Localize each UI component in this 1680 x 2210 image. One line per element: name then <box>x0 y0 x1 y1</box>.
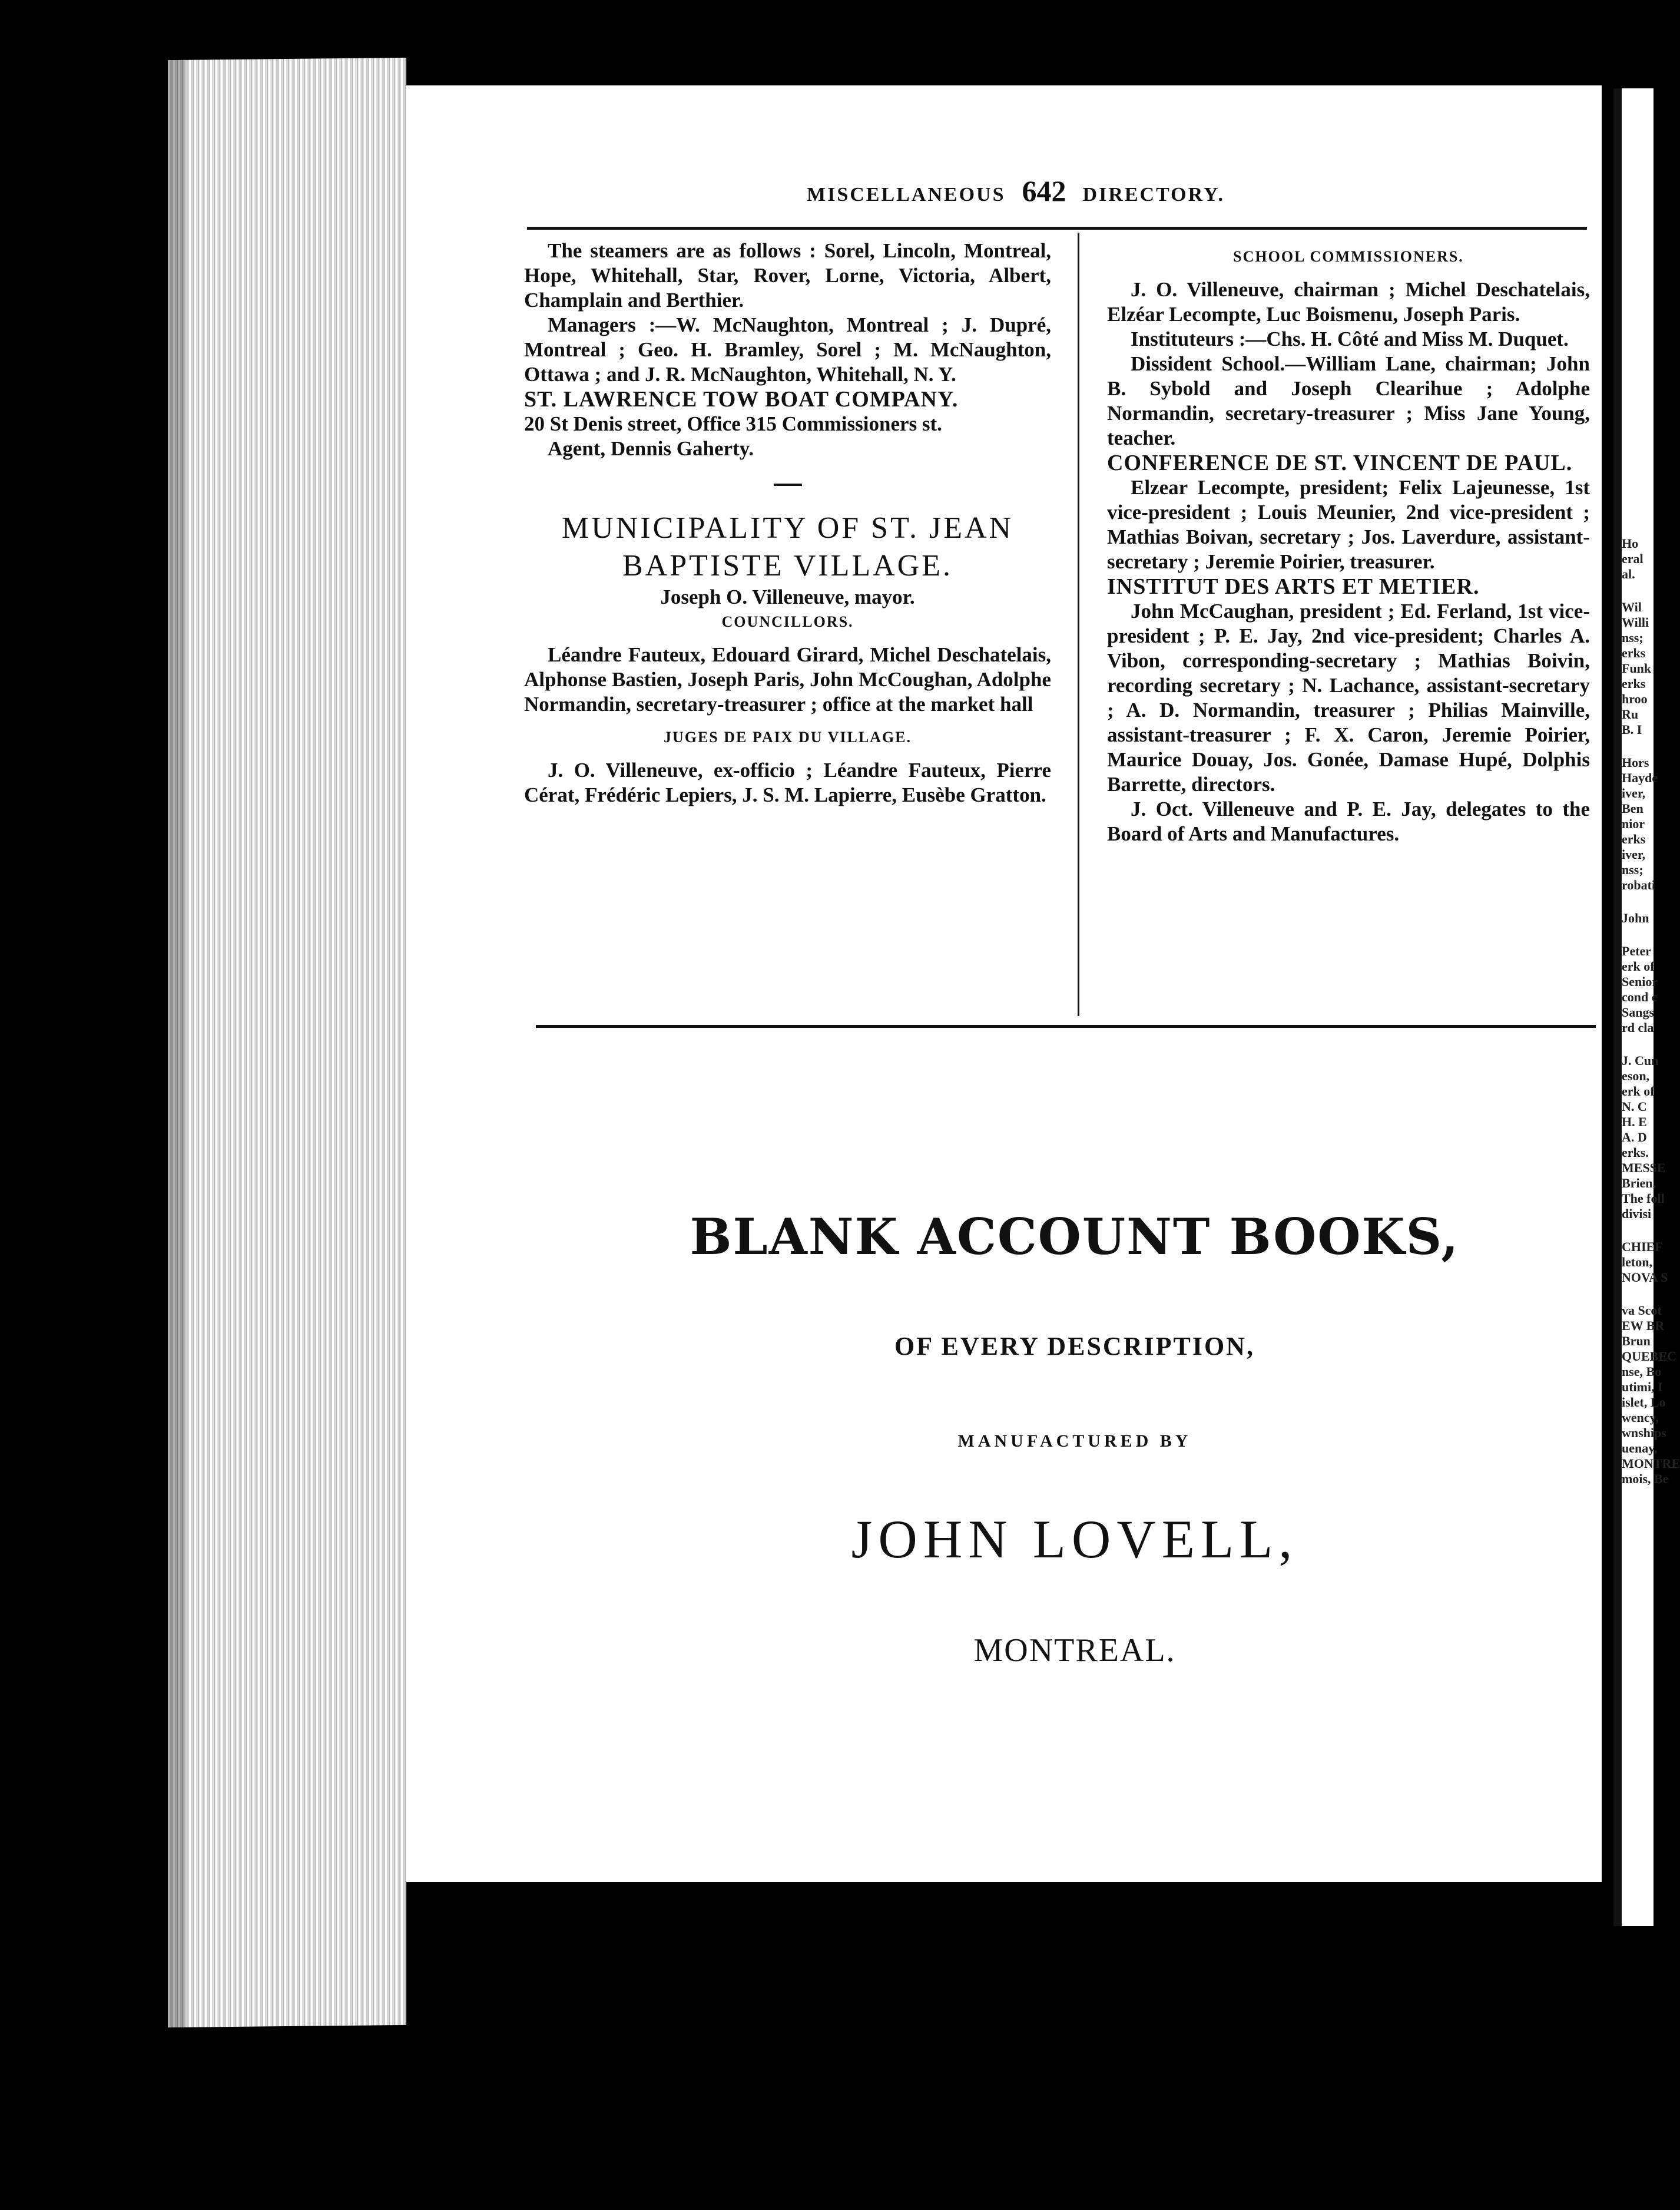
adjacent-page-fragment: H. E <box>1622 1114 1647 1129</box>
adjacent-page-fragment: The foll <box>1622 1191 1665 1206</box>
school-paragraph: J. O. Villeneuve, chairman ; Michel Deschatelais, Elzéar Lecompte, Luc Boismenu, Joseph Paris. <box>1107 278 1590 326</box>
adjacent-page-fragment: divisi <box>1622 1206 1652 1221</box>
councillors-paragraph: Léandre Fauteux, Edouard Girard, Michel Deschatelais, Alphonse Bastien, Joseph Paris, John McCoughan, Adolphe Normandin, secretary-treasurer ; office at the market hall <box>524 643 1051 716</box>
column-rule <box>1078 233 1079 1016</box>
adjacent-page-fragment: cond c <box>1622 990 1658 1004</box>
adjacent-page-fragment: leton, <box>1622 1255 1652 1269</box>
ad-subtitle: OF EVERY DESCRIPTION, <box>894 1332 1255 1361</box>
adjacent-page-fragment: rd cla <box>1622 1020 1654 1035</box>
adjacent-page-fragment: utimi, I <box>1622 1379 1663 1394</box>
ad-company-name: JOHN LOVELL, <box>851 1509 1298 1569</box>
running-head-left: MISCELLANEOUS <box>807 184 1006 206</box>
adjacent-page-fragment: Peter <box>1622 944 1652 958</box>
conference-heading: CONFERENCE DE ST. VINCENT DE PAUL. <box>1107 451 1573 475</box>
adjacent-page-fragment: iver, <box>1622 786 1646 800</box>
adjacent-page-fragment: J. Cun <box>1622 1053 1659 1068</box>
adjacent-page-fragment: erks <box>1622 676 1646 691</box>
adjacent-page-fragment: wency, <box>1622 1410 1659 1425</box>
adjacent-page-fragment: Willi <box>1622 615 1649 630</box>
adjacent-page-fragment: eral <box>1622 551 1643 566</box>
juges-paragraph: J. O. Villeneuve, ex-officio ; Léandre Fauteux, Pierre Cérat, Frédéric Lepiers, J. S. M. Lapierre, Eusèbe Gratton. <box>524 759 1051 806</box>
adjacent-page-fragment: Sangs <box>1622 1005 1655 1020</box>
institut-heading: INSTITUT DES ARTS ET METIER. <box>1107 574 1480 599</box>
managers-paragraph: Managers :—W. McNaughton, Montreal ; J. Dupré, Montreal ; Geo. H. Bramley, Sorel ; M. McNaughton, Ottawa ; and J. R. McNaughton, Whitehall, N. Y. <box>524 313 1051 386</box>
section-divider <box>774 484 802 486</box>
adjacent-page-fragment: erk of <box>1622 1084 1655 1099</box>
adjacent-page-fragment: Brien, <box>1622 1176 1656 1190</box>
adjacent-page-fragment: Hors <box>1622 755 1649 770</box>
running-head-right: DIRECTORY. <box>1082 184 1225 206</box>
right-column <box>1107 244 1590 846</box>
adjacent-page-fragment: wnships <box>1622 1425 1666 1440</box>
adjacent-page-fragment: nse, Bo <box>1622 1364 1662 1379</box>
adjacent-page-fragment: iver, <box>1622 847 1646 862</box>
adjacent-page-fragment: Brun <box>1622 1334 1651 1348</box>
municipality-line-2: BAPTISTE VILLAGE. <box>622 549 953 583</box>
conference-paragraph: Elzear Lecompte, president; Felix Lajeunesse, 1st vice-president ; Louis Meunier, 2nd vice-president ; Mathias Boivan, secretary ; Jos. Laverdure, assistant-secretary ; Jeremie Poirier, treasurer. <box>1107 476 1590 573</box>
delegates-paragraph: J. Oct. Villeneuve and P. E. Jay, delegates to the Board of Arts and Manufactures. <box>1107 798 1590 845</box>
running-head <box>807 174 1225 208</box>
adjacent-page-fragment: nss; <box>1622 862 1643 877</box>
steamers-paragraph: The steamers are as follows : Sorel, Lincoln, Montreal, Hope, Whitehall, Star, Rover, Lorne, Victoria, Albert, Champlain and Berthier. <box>524 239 1051 312</box>
adjacent-page-fragment: nior <box>1622 816 1645 831</box>
adjacent-page-fragment: erks. <box>1622 1145 1649 1160</box>
left-column <box>524 239 1051 808</box>
adjacent-page-fragment: EW BR <box>1622 1318 1665 1333</box>
adjacent-page-fragment: hroo <box>1622 692 1648 706</box>
adjacent-page-fragment: MESSE <box>1622 1160 1666 1175</box>
adjacent-page-fragment: Senior <box>1622 974 1658 989</box>
adjacent-page-fragment: Ben <box>1622 801 1643 816</box>
adjacent-page-fragment: MONTRE <box>1622 1456 1680 1471</box>
adjacent-page-fragment: CHIEF <box>1622 1239 1663 1254</box>
dissident-paragraph: Dissident School.—William Lane, chairman; John B. Sybold and Joseph Clearihue ; Adolphe Normandin, secretary-treasurer ; Miss Jane Young, teacher. <box>1107 352 1590 449</box>
adjacent-page-fragment: A. D <box>1622 1130 1647 1144</box>
adjacent-page-fragment: va Scot <box>1622 1303 1662 1318</box>
top-rule <box>527 227 1587 230</box>
municipality-heading <box>524 510 1051 585</box>
adjacent-page-fragment: mois, Be <box>1622 1471 1669 1486</box>
juges-heading: JUGES DE PAIX DU VILLAGE. <box>663 729 912 746</box>
page-number: 642 <box>1022 174 1066 207</box>
adjacent-page-fragment: erks <box>1622 832 1646 846</box>
adjacent-page-fragment: N. C <box>1622 1099 1647 1114</box>
adjacent-page-fragment: Hayde <box>1622 770 1658 785</box>
instituteurs-paragraph: Instituteurs :—Chs. H. Côté and Miss M. Duquet. <box>1131 327 1569 350</box>
book-page-edges <box>168 58 406 2027</box>
ad-manufactured-by: MANUFACTURED BY <box>957 1431 1192 1451</box>
municipality-line-1: MUNICIPALITY OF ST. JEAN <box>561 511 1014 545</box>
bottom-rule <box>536 1025 1596 1028</box>
councillors-heading: COUNCILLORS. <box>721 613 854 630</box>
adjacent-page-fragment: QUEBEC <box>1622 1349 1676 1364</box>
adjacent-page-fragment: al. <box>1622 567 1635 581</box>
ad-city: MONTREAL. <box>973 1632 1176 1669</box>
ad-title: BLANK ACCOUNT BOOKS, <box>690 1207 1460 1266</box>
tow-boat-agent: Agent, Dennis Gaherty. <box>548 437 754 460</box>
mayor-line: Joseph O. Villeneuve, mayor. <box>660 585 915 608</box>
adjacent-page-fragment: erk of <box>1622 959 1655 974</box>
adjacent-page-fragment: robati <box>1622 878 1656 892</box>
adjacent-page-fragment: eson, <box>1622 1068 1650 1083</box>
adjacent-page-fragment: uenay, <box>1622 1441 1658 1455</box>
institut-paragraph: John McCaughan, president ; Ed. Ferland, 1st vice-president ; P. E. Jay, 2nd vice-president; Charles A. Vibon, corresponding-secretary ; Mathias Boivin, recording secretary ; N. Lachance, assistant-secretary ; A. D. Normandin, treasurer ; Philias Mainville, assistant-treasurer ; F. X. Caron, Jeremie Poirier, Maurice Douay, Jos. Gonée, Damase Hupé, Dolphis Barrette, directors. <box>1107 600 1590 796</box>
adjacent-page-fragment: B. I <box>1622 722 1642 737</box>
adjacent-page-fragment: Wil <box>1622 600 1642 614</box>
adjacent-page-fragment: Funk <box>1622 661 1652 676</box>
tow-boat-heading: ST. LAWRENCE TOW BOAT COMPANY. <box>524 387 959 412</box>
adjacent-page-fragment: nss; <box>1622 630 1643 645</box>
school-heading: SCHOOL COMMISSIONERS. <box>1233 248 1464 265</box>
adjacent-page-fragment: NOVA S <box>1622 1270 1668 1285</box>
adjacent-page-fragment: John <box>1622 911 1649 925</box>
adjacent-page-fragment: islet, Lo <box>1622 1395 1666 1410</box>
adjacent-page-sliver <box>1613 88 1680 1926</box>
tow-boat-address: 20 St Denis street, Office 315 Commissioners st. <box>524 412 942 435</box>
adjacent-page-fragment: Ru <box>1622 707 1639 722</box>
adjacent-page-fragment: Ho <box>1622 536 1639 551</box>
adjacent-page-fragment: erks <box>1622 646 1646 660</box>
